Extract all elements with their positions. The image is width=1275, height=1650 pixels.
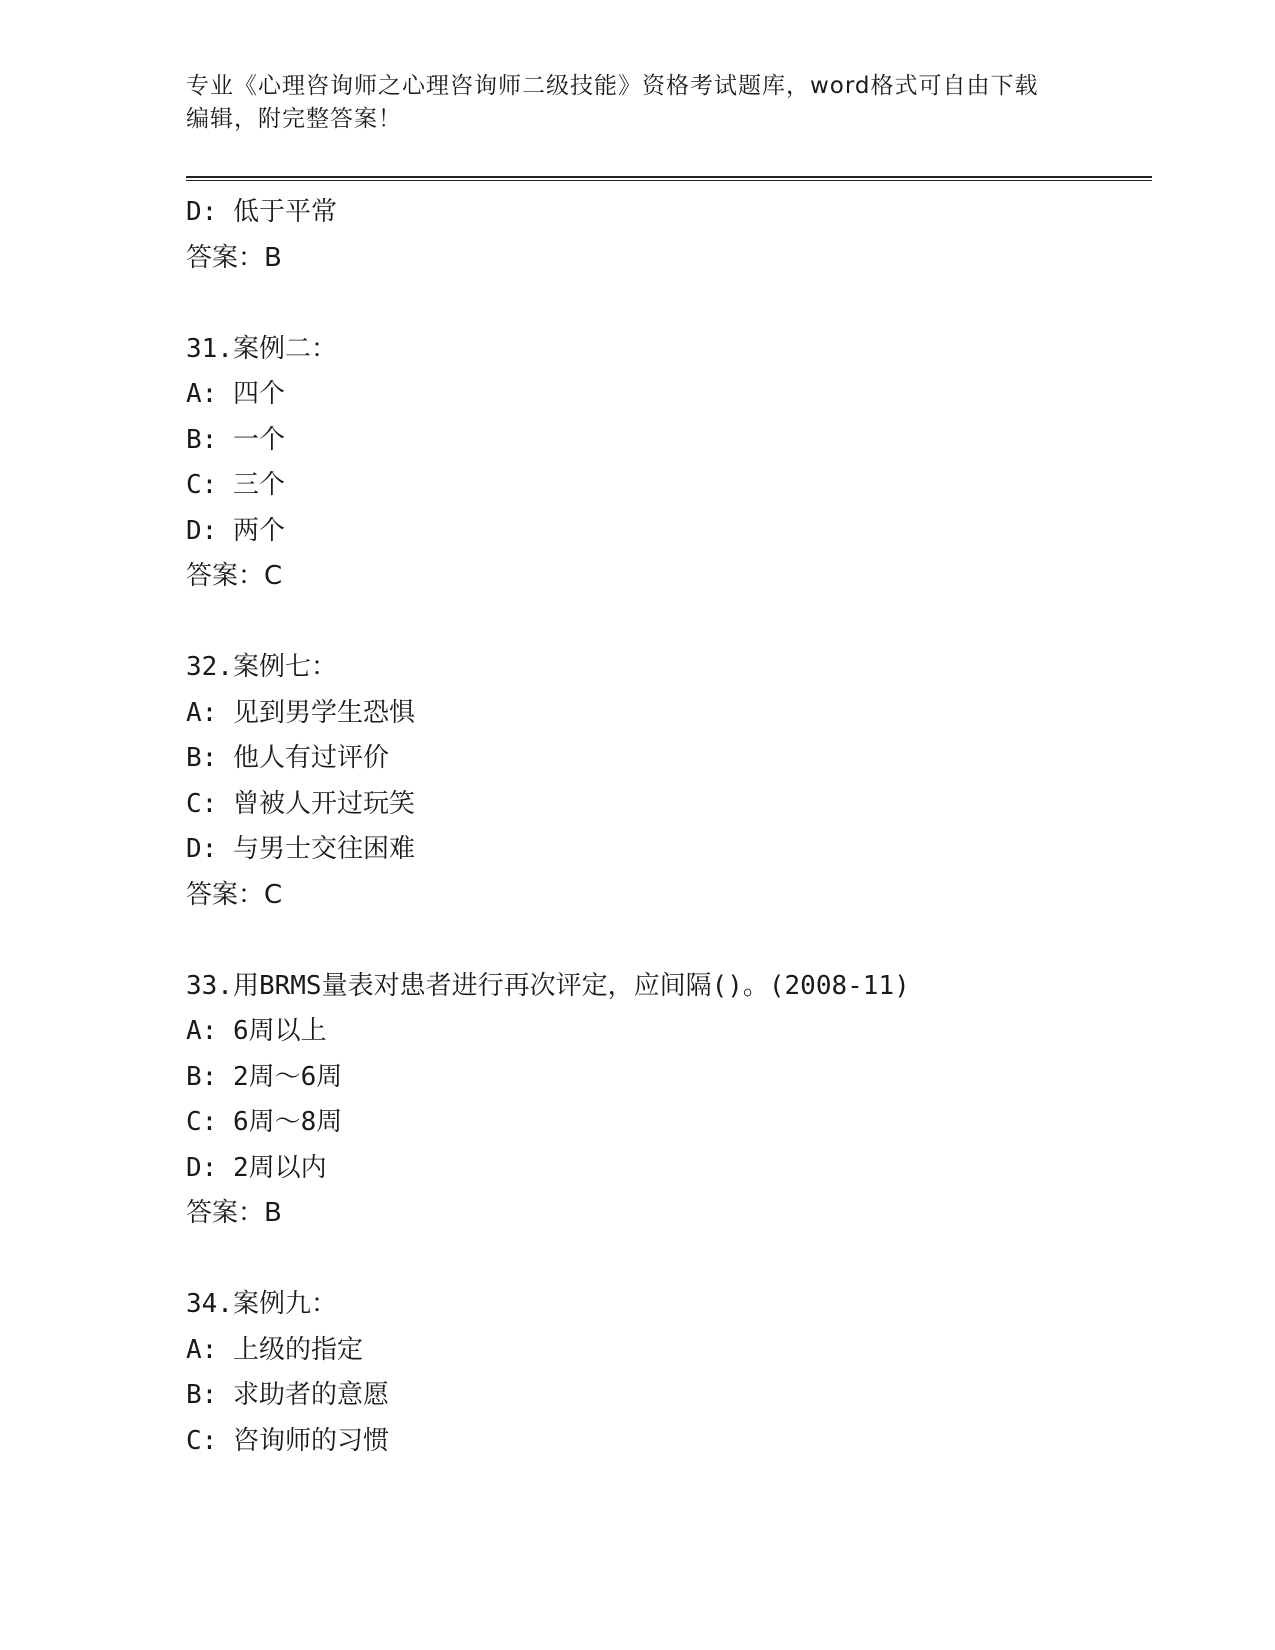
option-b: B: 他人有过评价 [186,743,389,773]
answer-line: 答案：B [186,1198,282,1228]
answer-line: 答案：C [186,879,283,910]
option-d: D: 2周以内 [186,1152,327,1183]
option-a: A: 上级的指定 [186,1334,363,1365]
option-c: C: 咨询师的习惯 [186,1425,389,1456]
document-header [186,70,1086,136]
spacer [186,281,1146,327]
question-stem: 34.案例九： [186,1289,337,1319]
option-c: C: 三个 [186,470,285,500]
option-d: D: 与男士交往困难 [186,834,415,864]
option-a: A: 见到男学生恐惧 [186,697,415,728]
question-stem: 31.案例二： [186,333,337,364]
question-stem: 32.案例七： [186,652,337,682]
option-b: B: 一个 [186,424,285,455]
spacer [186,918,1146,964]
option-d: D: 两个 [186,515,285,546]
option-c: C: 6周～8周 [186,1107,343,1137]
header-title-line-2: 编辑，附完整答案！ [186,106,402,132]
option-b: B: 2周～6周 [186,1061,343,1092]
question-33 [186,964,1146,1237]
question-34 [186,1282,1146,1464]
question-stem: 33.用BRMS量表对患者进行再次评定，应间隔()。(2008-11) [186,970,910,1001]
header-title-line-1: 专业《心理咨询师之心理咨询师二级技能》资格考试题库，word格式可自由下载 [186,73,1039,99]
option-a: A: 四个 [186,379,285,409]
spacer [186,600,1146,646]
option-a: A: 6周以上 [186,1016,327,1046]
question-31 [186,327,1146,600]
answer-line: 答案：C [186,561,283,591]
option-c: C: 曾被人开过玩笑 [186,788,415,819]
question-32 [186,645,1146,918]
spacer [186,1237,1146,1283]
answer-line: 答案：B [186,242,282,273]
header-divider [186,176,1152,181]
option-b: B: 求助者的意愿 [186,1380,389,1410]
question-list [186,190,1146,1464]
option-d: D: 低于平常 [186,197,337,227]
